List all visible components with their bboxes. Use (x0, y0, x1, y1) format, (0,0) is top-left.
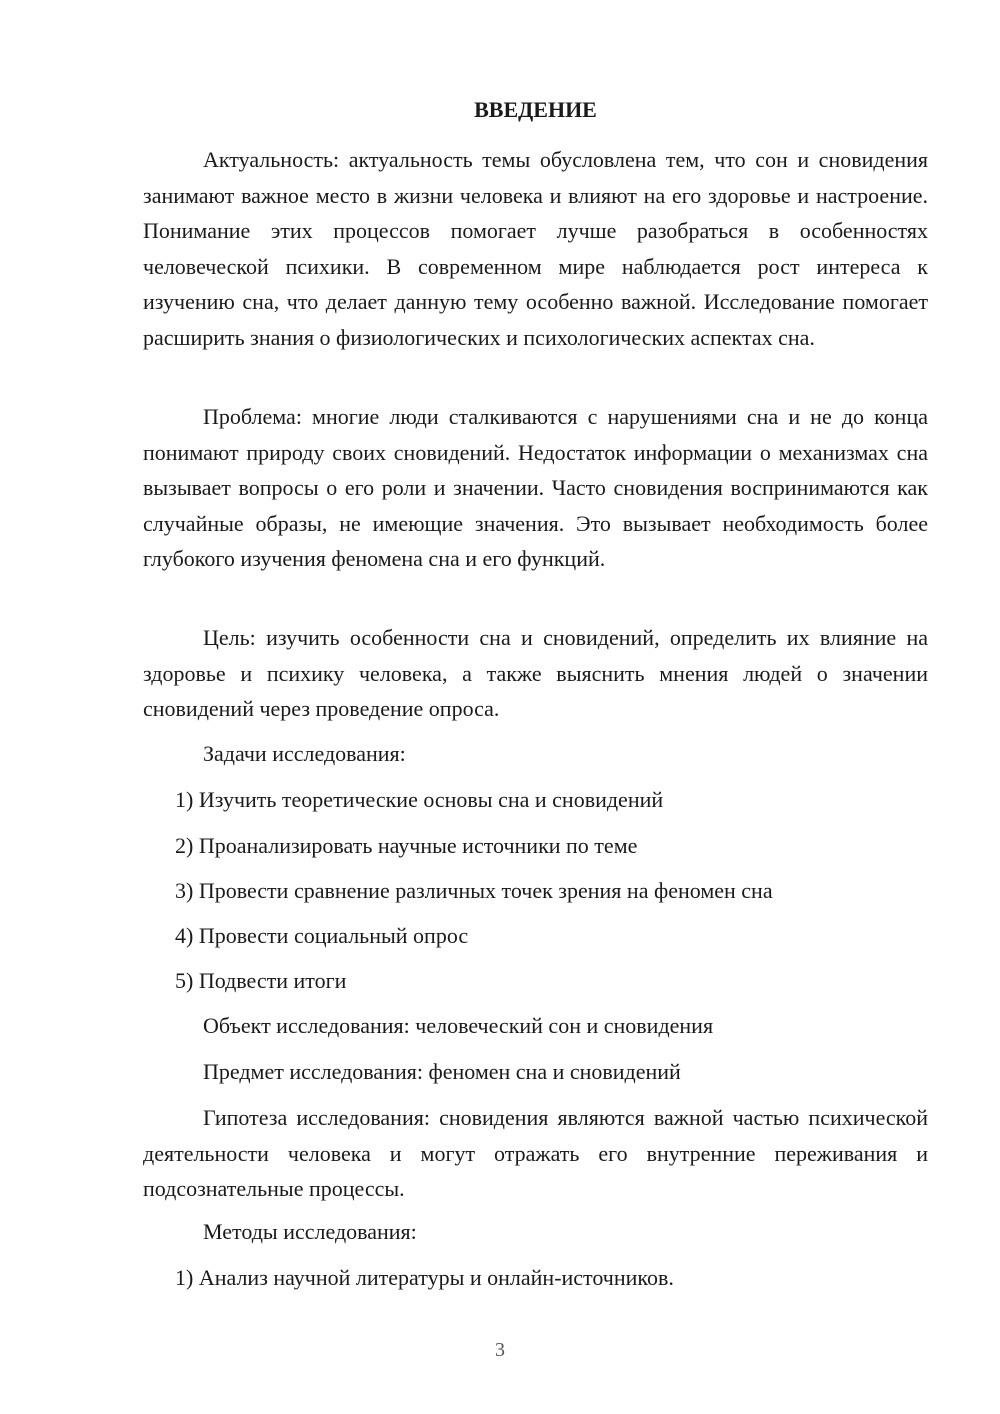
object-line: Объект исследования: человеческий сон и сновидения (203, 1013, 714, 1038)
subject-line: Предмет исследования: феномен сна и сновидений (203, 1059, 681, 1084)
problem-paragraph: Проблема: многие люди сталкиваются с нарушениями сна и не до конца понимают природу своих сновидений. Недостаток информации о механизмах сна вызывает вопросы о его роли и значении. Часто сновидения воспринимаются как случайные образы, не имеющие значения. Это вызывает необходимость более глубокого изучения феномена сна и его функций. (143, 404, 928, 571)
method-item-1: 1) Анализ научной литературы и онлайн-источников. (175, 1265, 674, 1290)
task-item-3: 3) Провести сравнение различных точек зрения на феномен сна (175, 878, 773, 903)
task-item-5: 5) Подвести итоги (175, 968, 347, 993)
tasks-heading: Задачи исследования: (203, 741, 406, 766)
goal-paragraph: Цель: изучить особенности сна и сновидений, определить их влияние на здоровье и психику человека, а также выяснить мнения людей о значении сновидений через проведение опроса. (143, 625, 928, 721)
relevance-paragraph: Актуальность: актуальность темы обусловлена тем, что сон и сновидения занимают важное место в жизни человека и влияют на его здоровье и настроение. Понимание этих процессов помогает лучше разобраться в особенностях человеческой психики. В современном мире наблюдается рост интереса к изучению сна, что делает данную тему особенно важной. Исследование помогает расширить знания о физиологических и психологических аспектах сна. (143, 147, 928, 350)
methods-heading: Методы исследования: (203, 1219, 417, 1244)
page-title: ВВЕДЕНИЕ (474, 97, 597, 122)
task-item-2: 2) Проанализировать научные источники по теме (175, 833, 638, 858)
task-item-1: 1) Изучить теоретические основы сна и сновидений (175, 787, 664, 812)
page-number: 3 (495, 1339, 505, 1361)
task-item-4: 4) Провести социальный опрос (175, 923, 469, 948)
hypothesis-paragraph: Гипотеза исследования: сновидения являются важной частью психической деятельности человека и могут отражать его внутренние переживания и подсознательные процессы. (143, 1105, 928, 1201)
